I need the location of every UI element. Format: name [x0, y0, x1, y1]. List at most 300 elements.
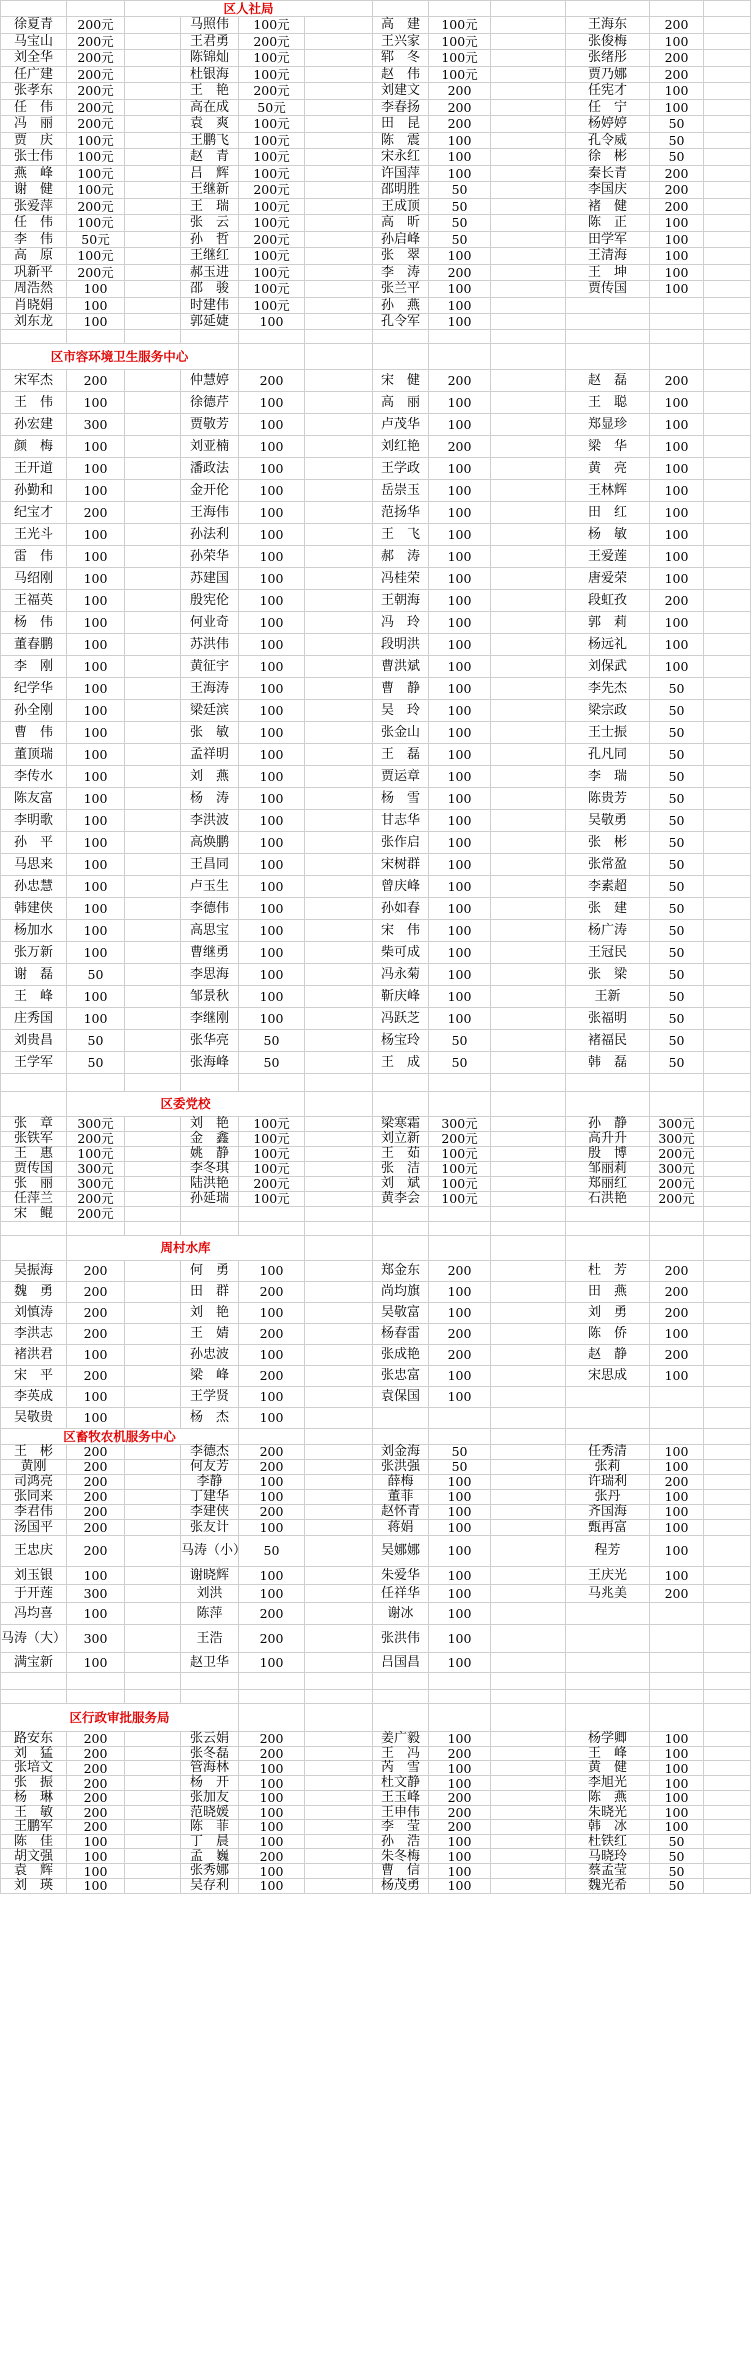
person-name: 王 坤 — [566, 265, 650, 281]
donation-amount: 100 — [67, 898, 125, 920]
empty-cell — [305, 1303, 373, 1324]
person-name: 张 洁 — [373, 1162, 429, 1177]
person-name: 谢 健 — [1, 182, 67, 199]
donation-amount: 100 — [67, 810, 125, 832]
empty-cell — [305, 1690, 373, 1704]
person-name: 杜文静 — [373, 1776, 429, 1791]
donation-amount: 100 — [429, 700, 491, 722]
donation-amount: 200 — [67, 1536, 125, 1567]
empty-cell — [704, 1567, 751, 1585]
table-row — [1, 1261, 751, 1282]
donation-amount — [650, 314, 704, 330]
person-name: 杨 伟 — [1, 612, 67, 634]
person-name: 王鹏飞 — [181, 133, 239, 149]
donation-amount: 100 — [67, 1849, 125, 1864]
empty-cell — [305, 1864, 373, 1879]
donation-amount: 100 — [650, 1445, 704, 1460]
table-row — [1, 832, 751, 854]
donation-amount: 100 — [429, 524, 491, 546]
empty-cell — [704, 546, 751, 568]
donation-amount: 100 — [67, 314, 125, 330]
donation-amount: 200 — [650, 50, 704, 67]
donation-amount: 200 — [67, 370, 125, 392]
person-name: 孙全刚 — [1, 700, 67, 722]
person-name: 杨茂勇 — [373, 1879, 429, 1894]
donation-amount: 100 — [67, 766, 125, 788]
empty-cell — [305, 1805, 373, 1820]
table-row — [1, 612, 751, 634]
person-name: 王海涛 — [181, 678, 239, 700]
donation-amount: 50 — [650, 1849, 704, 1864]
person-name: 李春扬 — [373, 100, 429, 116]
empty-cell — [305, 722, 373, 744]
person-name: 金开伦 — [181, 480, 239, 502]
donation-amount: 100 — [67, 1603, 125, 1625]
empty-cell — [373, 1690, 429, 1704]
empty-cell — [704, 1030, 751, 1052]
donation-amount: 100 — [239, 656, 305, 678]
person-name: 王 茹 — [373, 1147, 429, 1162]
empty-cell — [1, 1092, 67, 1117]
donation-amount: 200 — [239, 1746, 305, 1761]
donation-amount: 200 — [650, 67, 704, 83]
donation-amount: 200 — [650, 1475, 704, 1490]
person-name: 郭延婕 — [181, 314, 239, 330]
empty-cell — [704, 265, 751, 281]
person-name: 王浩 — [181, 1625, 239, 1653]
donation-amount: 100 — [650, 1761, 704, 1776]
table-row — [1, 502, 751, 524]
donation-amount — [650, 1603, 704, 1625]
donation-amount: 50 — [650, 964, 704, 986]
person-name: 陈 正 — [566, 215, 650, 232]
person-name: 李 瑞 — [566, 766, 650, 788]
person-name: 任 宁 — [566, 100, 650, 116]
person-name: 王君勇 — [181, 34, 239, 50]
donation-amount: 200 — [429, 1805, 491, 1820]
empty-cell — [305, 986, 373, 1008]
empty-cell — [305, 788, 373, 810]
empty-cell — [239, 1704, 305, 1732]
person-name: 苏建国 — [181, 568, 239, 590]
donation-amount: 100 — [429, 590, 491, 612]
donation-amount: 50 — [650, 788, 704, 810]
donation-amount: 100元 — [67, 133, 125, 149]
empty-cell — [704, 1162, 751, 1177]
empty-cell — [429, 1690, 491, 1704]
table-row — [1, 436, 751, 458]
empty-cell — [305, 810, 373, 832]
person-name: 赵 伟 — [373, 67, 429, 83]
person-name: 赵怀青 — [373, 1505, 429, 1520]
donation-amount: 100 — [650, 546, 704, 568]
person-name: 陈 震 — [373, 133, 429, 149]
empty-cell — [704, 370, 751, 392]
empty-cell — [704, 1673, 751, 1690]
empty-cell — [239, 1673, 305, 1690]
donation-amount: 100 — [239, 1408, 305, 1429]
person-name: 黄 健 — [566, 1761, 650, 1776]
person-name: 杨学卿 — [566, 1732, 650, 1747]
section-title-row — [1, 1704, 751, 1732]
person-name: 田 燕 — [566, 1282, 650, 1303]
empty-cell — [704, 1834, 751, 1849]
person-name: 陆洪艳 — [181, 1177, 239, 1192]
person-name: 张培文 — [1, 1761, 67, 1776]
person-name: 高 建 — [373, 17, 429, 34]
empty-cell — [429, 344, 491, 370]
person-name: 王 敏 — [1, 1805, 67, 1820]
person-name: 李素超 — [566, 876, 650, 898]
empty-cell — [491, 330, 566, 344]
person-name: 张成艳 — [373, 1345, 429, 1366]
empty-cell — [305, 1345, 373, 1366]
empty-cell — [491, 744, 566, 766]
table-row — [1, 1132, 751, 1147]
empty-cell — [125, 766, 181, 788]
empty-cell — [491, 612, 566, 634]
empty-cell — [704, 502, 751, 524]
table-row — [1, 1460, 751, 1475]
empty-cell — [491, 656, 566, 678]
person-name: 陈 侨 — [566, 1324, 650, 1345]
table-row — [1, 1475, 751, 1490]
person-name: 李静 — [181, 1475, 239, 1490]
donation-amount: 100 — [67, 744, 125, 766]
person-name: 王海伟 — [181, 502, 239, 524]
empty-cell — [305, 1236, 373, 1261]
person-name: 孟祥明 — [181, 744, 239, 766]
empty-cell — [491, 370, 566, 392]
person-name: 郝 涛 — [373, 546, 429, 568]
table-row — [1, 766, 751, 788]
donation-amount: 200元 — [650, 1192, 704, 1207]
empty-cell — [704, 612, 751, 634]
person-name: 王成顶 — [373, 199, 429, 215]
empty-cell — [491, 766, 566, 788]
person-name: 靳庆峰 — [373, 986, 429, 1008]
donation-amount: 200 — [650, 1282, 704, 1303]
empty-cell — [125, 149, 181, 166]
empty-cell — [305, 298, 373, 314]
empty-cell — [125, 1282, 181, 1303]
donation-amount: 100 — [239, 524, 305, 546]
empty-cell — [491, 1864, 566, 1879]
donation-amount: 200 — [650, 370, 704, 392]
person-name: 满宝新 — [1, 1653, 67, 1673]
empty-cell — [305, 1117, 373, 1132]
empty-cell — [704, 1776, 751, 1791]
empty-cell — [491, 1790, 566, 1805]
donation-amount: 100 — [67, 1653, 125, 1673]
donation-amount: 200 — [67, 1324, 125, 1345]
empty-cell — [125, 17, 181, 34]
empty-cell — [305, 1324, 373, 1345]
person-name: 王清海 — [566, 248, 650, 265]
donation-amount: 50 — [650, 149, 704, 166]
empty-cell — [305, 149, 373, 166]
donation-amount: 200 — [429, 436, 491, 458]
donation-amount: 100 — [67, 612, 125, 634]
empty-cell — [491, 100, 566, 116]
donation-amount: 100 — [429, 546, 491, 568]
empty-cell — [491, 1207, 566, 1222]
empty-cell — [125, 1052, 181, 1074]
empty-cell — [305, 1704, 373, 1732]
person-name: 曹洪斌 — [373, 656, 429, 678]
donation-amount: 200 — [429, 370, 491, 392]
donation-amount: 50 — [429, 1030, 491, 1052]
donation-amount: 50 — [650, 832, 704, 854]
donation-amount: 100 — [650, 281, 704, 298]
person-name: 张绪彤 — [566, 50, 650, 67]
person-name: 王 峰 — [566, 1746, 650, 1761]
donation-amount: 200元 — [239, 232, 305, 248]
person-name: 王申伟 — [373, 1805, 429, 1820]
person-name: 张金山 — [373, 722, 429, 744]
empty-cell — [704, 1732, 751, 1747]
person-name: 马涛（大） — [1, 1625, 67, 1653]
person-name: 李洪波 — [181, 810, 239, 832]
person-name: 刘 猛 — [1, 1746, 67, 1761]
person-name: 冯桂荣 — [373, 568, 429, 590]
table-row — [1, 1207, 751, 1222]
empty-cell — [305, 1505, 373, 1520]
empty-cell — [125, 1345, 181, 1366]
empty-cell — [650, 1690, 704, 1704]
person-name: 邹丽莉 — [566, 1162, 650, 1177]
donation-amount: 100 — [429, 1303, 491, 1324]
person-name: 孙 平 — [1, 832, 67, 854]
empty-cell — [650, 1236, 704, 1261]
donation-amount: 100 — [67, 546, 125, 568]
person-name: 张兰平 — [373, 281, 429, 298]
person-name: 张 彬 — [566, 832, 650, 854]
empty-cell — [704, 744, 751, 766]
empty-cell — [125, 248, 181, 265]
empty-cell — [491, 1429, 566, 1445]
empty-cell — [305, 678, 373, 700]
person-name: 何友芳 — [181, 1460, 239, 1475]
person-name: 杨 敏 — [566, 524, 650, 546]
donation-amount: 100 — [239, 1761, 305, 1776]
donation-amount: 100 — [67, 298, 125, 314]
person-name: 吴存利 — [181, 1879, 239, 1894]
person-name: 陈贵芳 — [566, 788, 650, 810]
empty-cell — [704, 199, 751, 215]
person-name: 王 飞 — [373, 524, 429, 546]
empty-cell — [491, 1536, 566, 1567]
person-name: 高 丽 — [373, 392, 429, 414]
empty-cell — [305, 392, 373, 414]
donation-amount: 50 — [650, 876, 704, 898]
donation-amount: 100 — [429, 298, 491, 314]
empty-cell — [704, 1207, 751, 1222]
person-name: 高焕鹏 — [181, 832, 239, 854]
empty-cell — [491, 116, 566, 133]
person-name: 李 涛 — [373, 265, 429, 281]
table-row — [1, 546, 751, 568]
empty-cell — [125, 83, 181, 100]
empty-cell — [491, 546, 566, 568]
donation-amount: 200 — [67, 1732, 125, 1747]
empty-cell — [125, 1030, 181, 1052]
empty-cell — [491, 1282, 566, 1303]
empty-cell — [704, 344, 751, 370]
empty-cell — [181, 330, 239, 344]
empty-cell — [125, 590, 181, 612]
donation-amount: 200 — [67, 1520, 125, 1536]
empty-cell — [125, 1408, 181, 1429]
empty-cell — [305, 854, 373, 876]
person-name: 高 昕 — [373, 215, 429, 232]
empty-cell — [305, 1408, 373, 1429]
empty-cell — [704, 50, 751, 67]
donation-amount: 100 — [429, 1732, 491, 1747]
donation-amount: 100 — [429, 1008, 491, 1030]
person-name: 王新 — [566, 986, 650, 1008]
donation-amount: 200 — [650, 1303, 704, 1324]
person-name: 秦长青 — [566, 166, 650, 182]
donation-amount — [650, 1625, 704, 1653]
empty-cell — [125, 1460, 181, 1475]
table-row — [1, 215, 751, 232]
person-name: 陈 菲 — [181, 1820, 239, 1835]
donation-amount: 100 — [650, 1776, 704, 1791]
person-name: 梁寒霜 — [373, 1117, 429, 1132]
donation-amount: 200元 — [650, 1147, 704, 1162]
donation-amount: 50 — [650, 116, 704, 133]
empty-cell — [704, 166, 751, 182]
table-row — [1, 634, 751, 656]
table-row — [1, 1177, 751, 1192]
donation-amount: 100 — [429, 1834, 491, 1849]
donation-amount: 100 — [429, 1536, 491, 1567]
empty-cell — [67, 1074, 125, 1092]
empty-cell — [125, 34, 181, 50]
person-name: 纪学华 — [1, 678, 67, 700]
empty-cell — [125, 502, 181, 524]
empty-cell — [125, 1864, 181, 1879]
table-row — [1, 83, 751, 100]
donation-amount: 100 — [239, 436, 305, 458]
empty-cell — [125, 370, 181, 392]
donation-amount: 100 — [239, 744, 305, 766]
donation-amount: 100 — [429, 480, 491, 502]
empty-cell — [305, 524, 373, 546]
empty-cell — [491, 634, 566, 656]
empty-cell — [305, 116, 373, 133]
donation-amount: 200 — [239, 1625, 305, 1653]
table-row — [1, 1345, 751, 1366]
table-row — [1, 1653, 751, 1673]
empty-cell — [566, 1429, 650, 1445]
empty-cell — [239, 344, 305, 370]
person-name: 李明歌 — [1, 810, 67, 832]
donation-amount: 100 — [429, 133, 491, 149]
empty-cell — [491, 898, 566, 920]
donation-amount: 300元 — [650, 1117, 704, 1132]
donation-amount: 200元 — [67, 100, 125, 116]
empty-cell — [305, 1746, 373, 1761]
person-name: 李德杰 — [181, 1445, 239, 1460]
empty-cell — [566, 1, 650, 17]
empty-cell — [704, 1345, 751, 1366]
empty-cell — [125, 1690, 181, 1704]
empty-cell — [305, 182, 373, 199]
donation-amount: 100 — [67, 524, 125, 546]
empty-cell — [125, 1162, 181, 1177]
donation-amount: 100元 — [239, 1117, 305, 1132]
person-name: 张福明 — [566, 1008, 650, 1030]
empty-cell — [305, 199, 373, 215]
donation-amount: 200元 — [650, 1177, 704, 1192]
person-name: 田 红 — [566, 502, 650, 524]
empty-cell — [491, 1520, 566, 1536]
person-name: 薛梅 — [373, 1475, 429, 1490]
donation-amount: 100 — [429, 166, 491, 182]
person-name: 王 聪 — [566, 392, 650, 414]
empty-cell — [491, 1177, 566, 1192]
donation-amount: 100 — [239, 964, 305, 986]
empty-cell — [704, 590, 751, 612]
person-name: 冯跃芝 — [373, 1008, 429, 1030]
empty-cell — [704, 1261, 751, 1282]
empty-cell — [491, 1834, 566, 1849]
empty-cell — [704, 1625, 751, 1653]
donation-amount: 200 — [239, 370, 305, 392]
empty-cell — [239, 1222, 305, 1236]
empty-cell — [704, 1177, 751, 1192]
person-name: 孙忠慧 — [1, 876, 67, 898]
donation-amount: 100 — [429, 1761, 491, 1776]
donation-amount: 100 — [429, 248, 491, 265]
empty-cell — [181, 1690, 239, 1704]
donation-amount: 100元 — [239, 1192, 305, 1207]
donation-amount: 100 — [239, 1653, 305, 1673]
empty-cell — [305, 1092, 373, 1117]
table-row — [1, 370, 751, 392]
empty-cell — [373, 330, 429, 344]
empty-cell — [305, 1387, 373, 1408]
empty-cell — [491, 876, 566, 898]
person-name: 王学贤 — [181, 1387, 239, 1408]
donation-amount: 100 — [650, 34, 704, 50]
table-row — [1, 1849, 751, 1864]
empty-cell — [125, 942, 181, 964]
donation-amount: 200 — [67, 1820, 125, 1835]
person-name: 许国萍 — [373, 166, 429, 182]
donation-amount: 100 — [429, 1282, 491, 1303]
person-name: 邵明胜 — [373, 182, 429, 199]
person-name: 孔凡同 — [566, 744, 650, 766]
empty-cell — [305, 1820, 373, 1835]
person-name: 张 梁 — [566, 964, 650, 986]
person-name: 殷宪伦 — [181, 590, 239, 612]
donation-amount: 100 — [239, 766, 305, 788]
person-name: 赵 静 — [566, 1345, 650, 1366]
spacer-row — [1, 1673, 751, 1690]
section-title: 区人社局 — [125, 1, 373, 17]
person-name: 张冬磊 — [181, 1746, 239, 1761]
donation-amount: 100 — [239, 920, 305, 942]
empty-cell — [305, 1653, 373, 1673]
donation-amount: 100 — [650, 634, 704, 656]
donation-amount: 100 — [67, 1864, 125, 1879]
donation-amount: 300元 — [650, 1132, 704, 1147]
donation-amount: 300元 — [650, 1162, 704, 1177]
person-name: 任萍兰 — [1, 1192, 67, 1207]
